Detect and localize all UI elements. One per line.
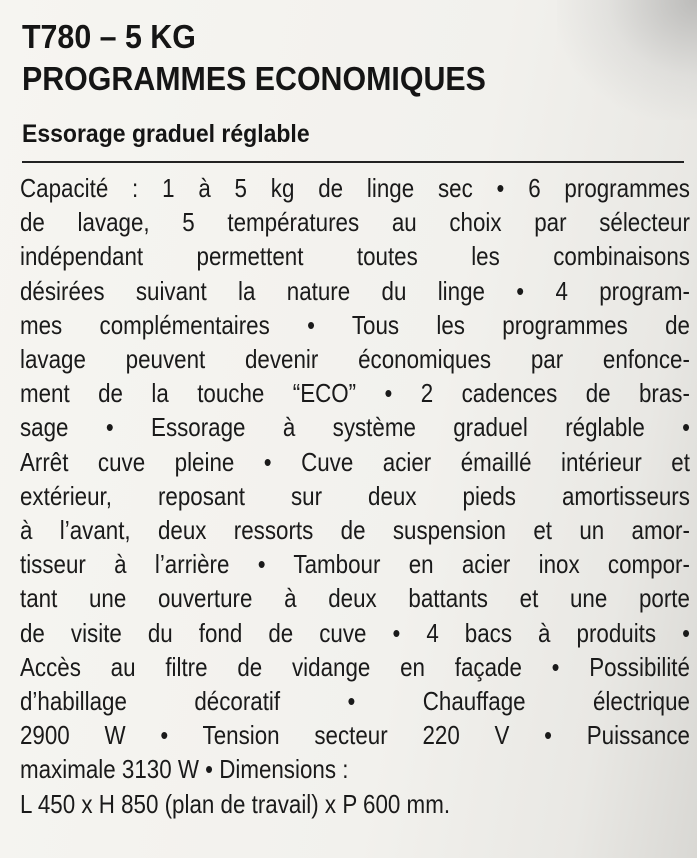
description-line: lavage peuvent devenir économiques par enfonce- bbox=[20, 344, 690, 375]
description-line: Capacité : 1 à 5 kg de linge sec • 6 programmes bbox=[20, 173, 690, 203]
description-line: tant une ouverture à deux battants et une porte bbox=[20, 583, 690, 614]
programmes-title: PROGRAMMES ECONOMIQUES bbox=[22, 60, 486, 97]
description-line: Arrêt cuve pleine • Cuve acier émaillé intérieur et bbox=[20, 446, 690, 477]
description-line: mes complémentaires • Tous les programmes de bbox=[20, 309, 690, 340]
product-heading bbox=[22, 16, 486, 100]
description-line: indépendant permettent toutes les combinaisons bbox=[20, 241, 690, 272]
description-line: extérieur, reposant sur deux pieds amortisseurs bbox=[20, 480, 690, 511]
description-line: 2900 W • Tension secteur 220 V • Puissance bbox=[20, 720, 690, 751]
description-line: tisseur à l’arrière • Tambour en acier inox compor- bbox=[20, 549, 690, 580]
feature-subheading: Essorage graduel réglable bbox=[22, 120, 310, 148]
description-line: à l’avant, deux ressorts de suspension et un amor- bbox=[20, 515, 690, 546]
description-line: L 450 x H 850 (plan de travail) x P 600 mm. bbox=[20, 788, 451, 819]
description-line: ment de la touche “ECO” • 2 cadences de bras- bbox=[20, 378, 690, 409]
description-line: maximale 3130 W • Dimensions : bbox=[20, 754, 349, 785]
description-line: sage • Essorage à système graduel réglable • bbox=[20, 412, 690, 443]
page-shadow bbox=[557, 0, 697, 120]
divider-rule bbox=[22, 161, 684, 163]
model-title: T780 – 5 KG bbox=[22, 18, 196, 55]
description-line: de visite du fond de cuve • 4 bacs à produits • bbox=[20, 617, 690, 648]
description-line: désirées suivant la nature du linge • 4 program- bbox=[20, 275, 690, 306]
description-line: Accès au filtre de vidange en façade • Possibilité bbox=[20, 651, 690, 682]
description-line: de lavage, 5 températures au choix par sélecteur bbox=[20, 207, 690, 238]
description-line: d’habillage décoratif • Chauffage électrique bbox=[20, 686, 690, 717]
description-text bbox=[20, 171, 690, 821]
